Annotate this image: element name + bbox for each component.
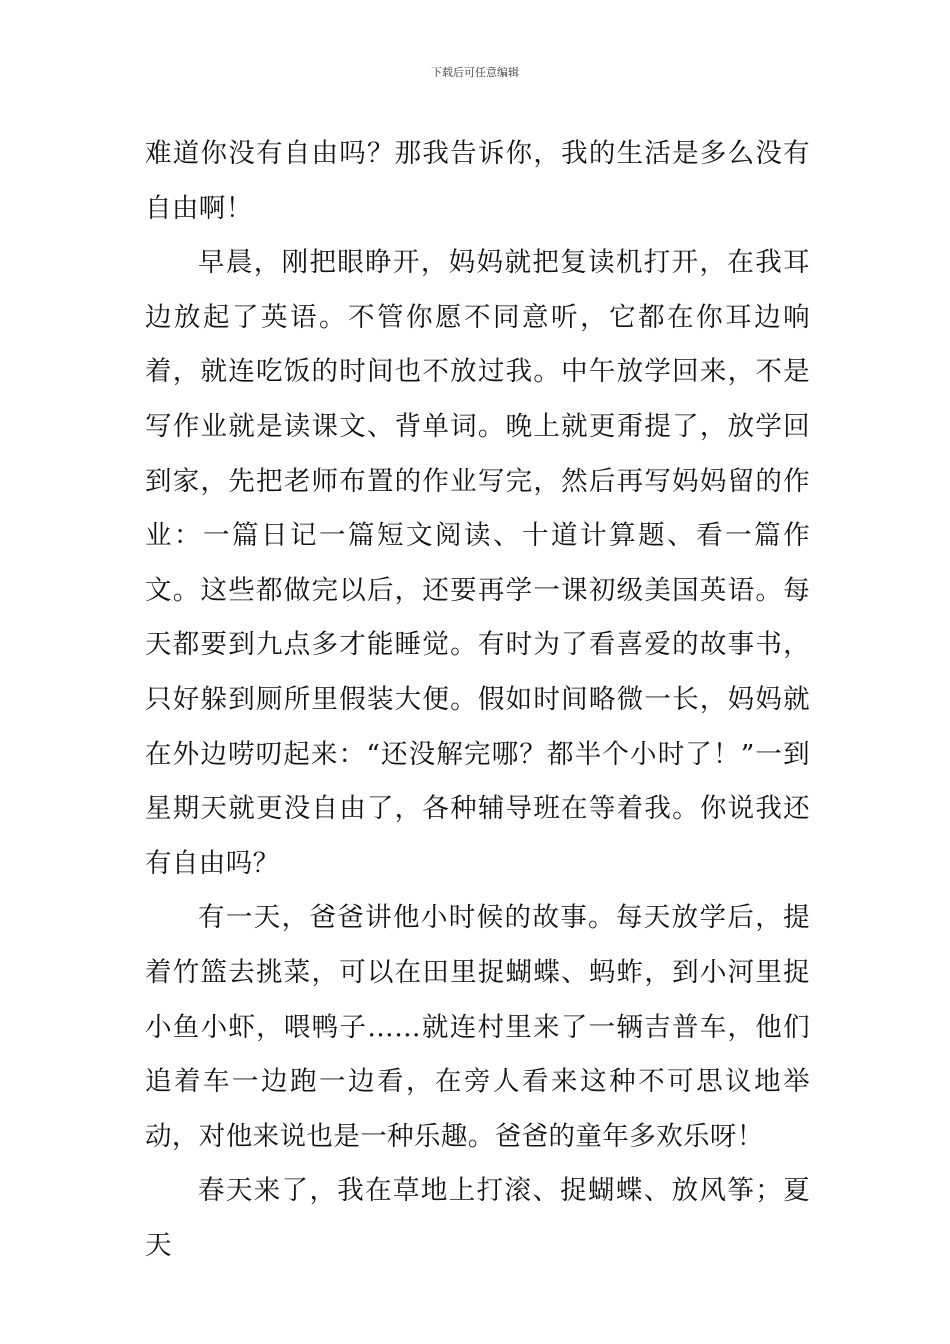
page-header: 下载后可任意编辑 (431, 66, 519, 79)
paragraph-4: 春天来了，我在草地上打滚、捉蝴蝶、放风筝；夏天 (145, 1175, 810, 1261)
paragraph-1: 难道你没有自由吗？那我告诉你，我的生活是多么没有自由啊！ (145, 138, 810, 224)
paragraph-3: 有一天，爸爸讲他小时候的故事。每天放学后，提着竹篮去挑菜，可以在田里捉蝴蝶、蚂蚱，到小河里捉小鱼小虾，喂鸭子……就连村里来了一辆吉普车，他们追着车一边跑一边看，在旁人看来这种不可思议地举动，对他来说也是一种乐趣。爸爸的童年多欢乐呀！ (145, 902, 810, 1152)
paragraph-2: 早晨，刚把眼睁开，妈妈就把复读机打开，在我耳边放起了英语。不管你愿不同意听，它都在你耳边响着，就连吃饭的时间也不放过我。中午放学回来，不是写作业就是读课文、背单词。晚上就更甭提了，放学回到家，先把老师布置的作业写完，然后再写妈妈留的作业：一篇日记一篇短文阅读、十道计算题、看一篇作文。这些都做完以后，还要再学一课初级美国英语。每天都要到九点多才能睡觉。有时为了看喜爱的故事书，只好躲到厕所里假装大便。假如时间略微一长，妈妈就在外边唠叨起来：“还没解完哪？都半个小时了！”一到星期天就更没自由了，各种辅导班在等着我。你说我还有自由吗？ (145, 247, 810, 879)
document-body (145, 127, 810, 1273)
